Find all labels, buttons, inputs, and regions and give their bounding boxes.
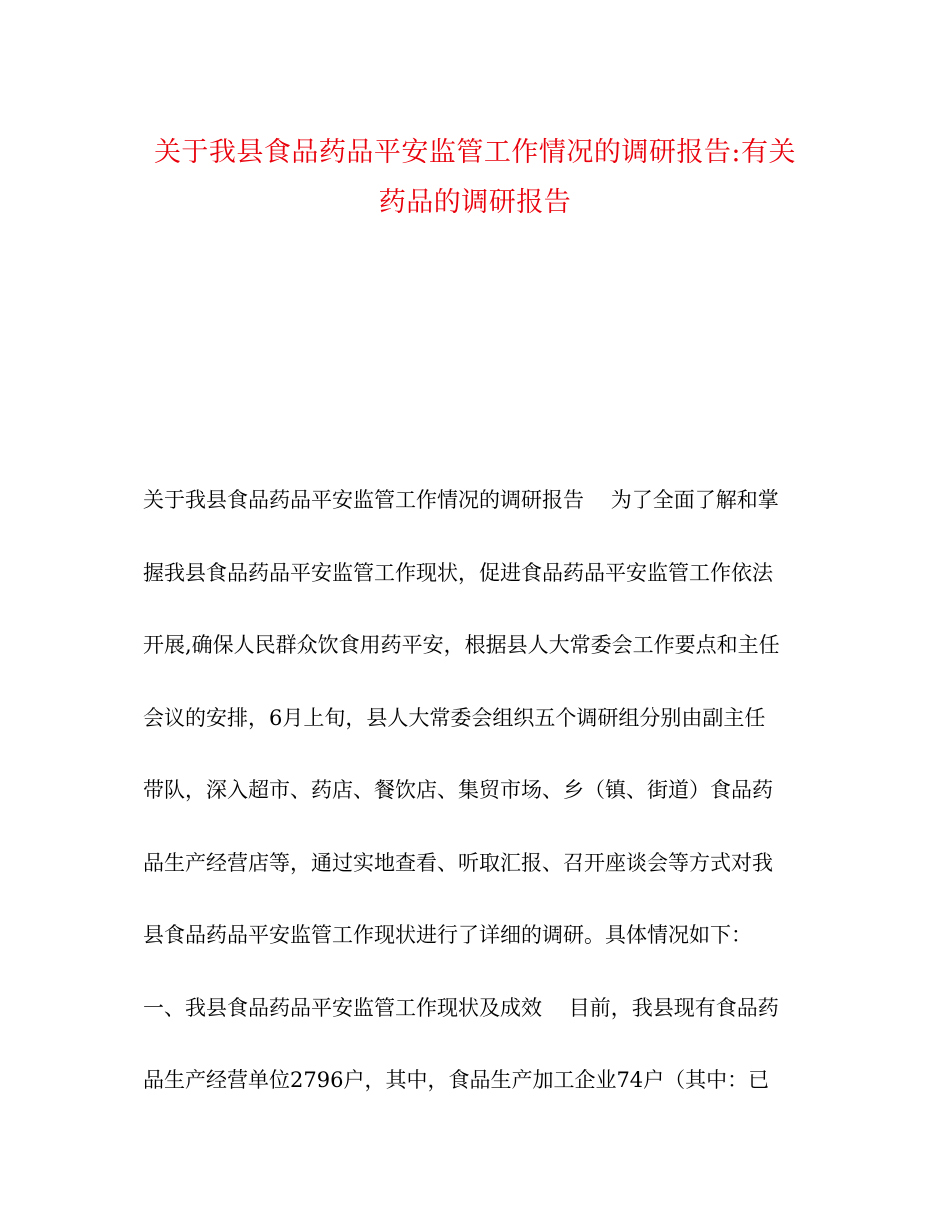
body-line: 会议的安排，6月上旬，县人大常委会组织五个调研组分别由副主任 — [143, 705, 766, 730]
document-body — [143, 476, 813, 1129]
body-line: 带队，深入超市、药店、餐饮店、集贸市场、乡（镇、街道）食品药 — [143, 778, 773, 802]
body-line: 品生产经营店等，通过实地查看、听取汇报、召开座谈会等方式对我 — [143, 850, 773, 875]
title-line: 关于我县食品药品平安监管工作情况的调研报告:有关 — [153, 137, 797, 168]
body-line: 品生产经营单位2796户，其中，食品生产加工企业74户（其中：已 — [143, 1068, 770, 1092]
body-line: 握我县食品药品平安监管工作现状，促进食品药品平安监管工作依法 — [143, 560, 773, 585]
body-line: 一、我县食品药品平安监管工作现状及成效 目前，我县现有食品药 — [143, 995, 779, 1020]
document-title — [130, 128, 820, 228]
title-line: 药品的调研报告 — [378, 187, 572, 218]
body-line: 关于我县食品药品平安监管工作情况的调研报告 为了全面了解和掌 — [143, 488, 779, 512]
body-line: 县食品药品平安监管工作现状进行了详细的调研。具体情况如下： — [143, 923, 752, 947]
body-line: 开展,确保人民群众饮食用药平安，根据县人大常委会工作要点和主任 — [143, 633, 780, 657]
